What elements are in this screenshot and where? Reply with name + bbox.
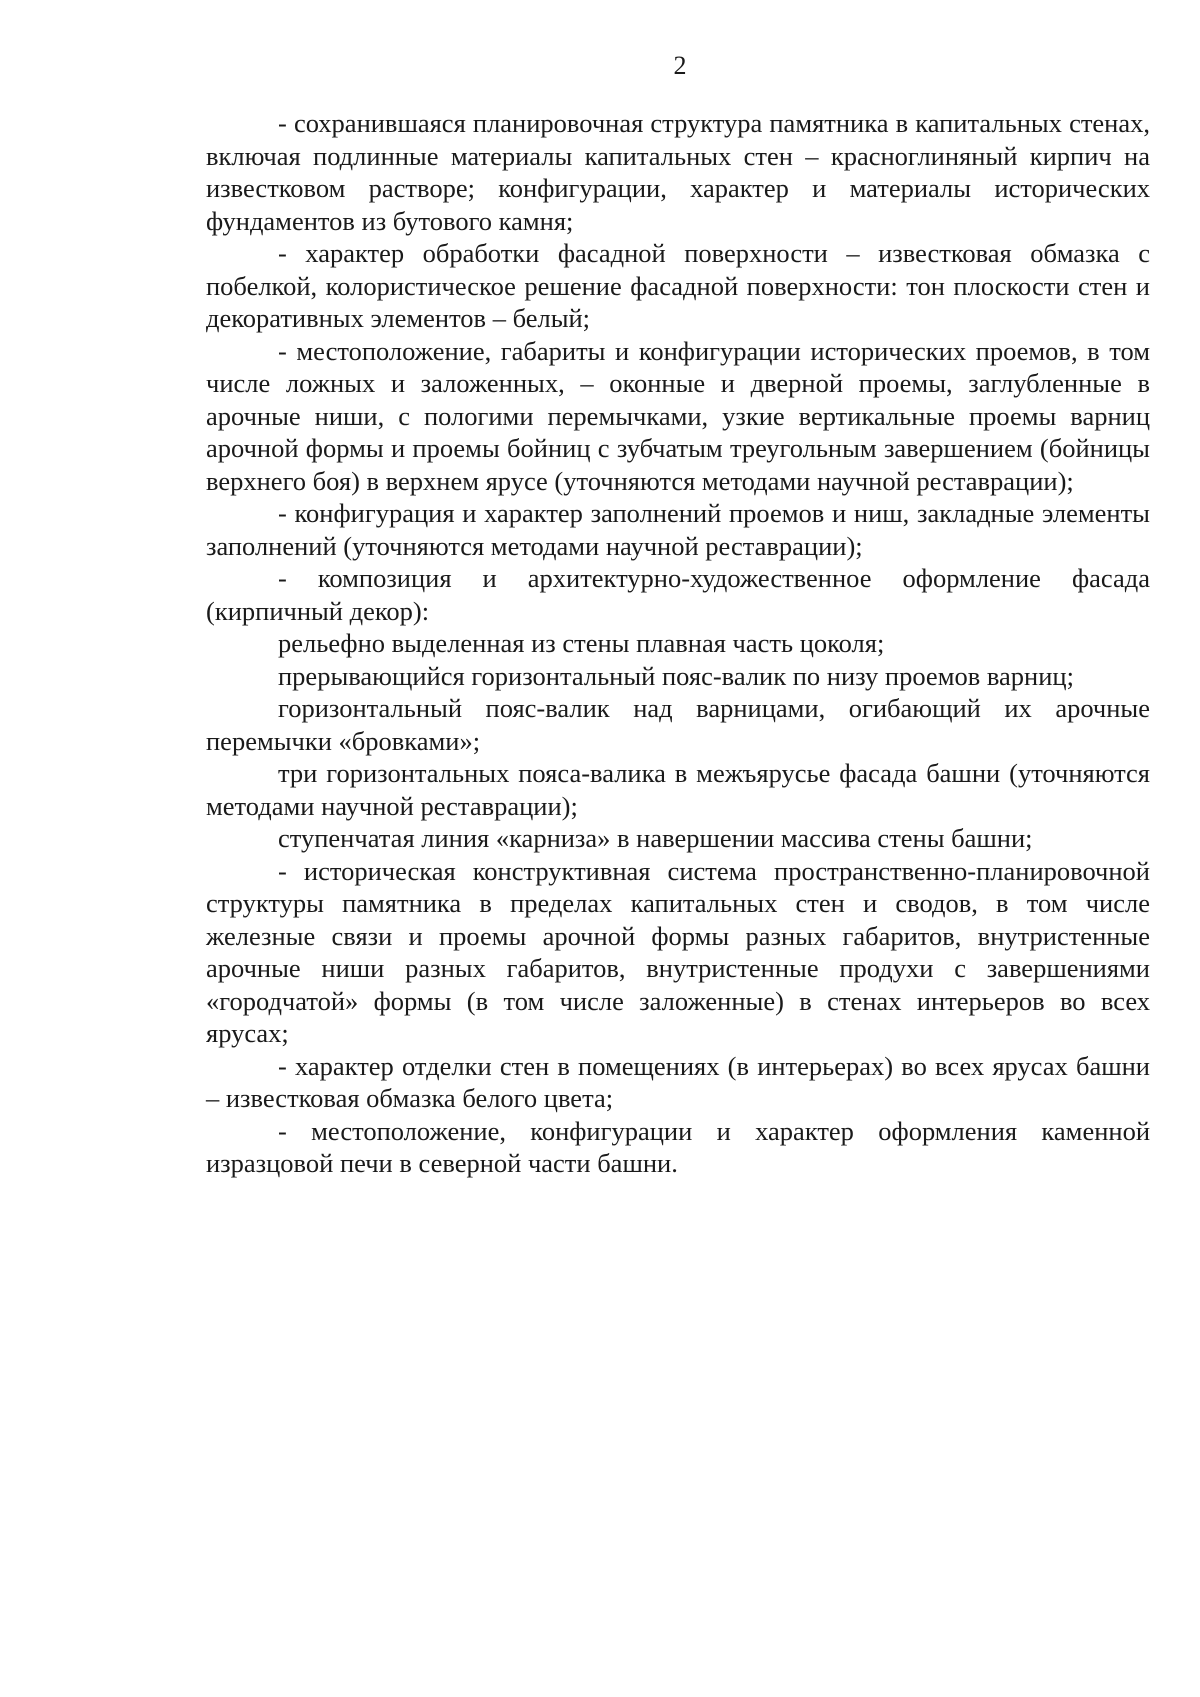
paragraph-structural-system: - историческая конструктивная система пространственно-планировочной структуры памятника в пределах капитальных стен и сводов, в том числе железные связи и проемы арочной формы разных габаритов, внутристенные арочные ниши разных габаритов, внутристенные продухи с завершениями «городчатой» формы (в том числе заложенные) в стенах интерьеров во всех ярусах; [206, 855, 1150, 1048]
paragraph-interior-finish: - характер отделки стен в помещениях (в интерьерах) во всех ярусах башни – известковая обмазка белого цвета; [206, 1050, 1150, 1113]
paragraph-cornice: ступенчатая линия «карниза» в навершении массива стены башни; [278, 823, 1033, 853]
paragraph-three-belts: три горизонтальных пояса-валика в межъярусье фасада башни (уточняются методами научной реставрации); [206, 758, 1150, 821]
paragraph-facade-finish: - характер обработки фасадной поверхности – известковая обмазка с побелкой, колористическое решение фасадной поверхности: тон плоскости стен и декоративных элементов – белый; [206, 238, 1150, 333]
paragraph-openings-fillings: - конфигурация и характер заполнений проемов и ниш, закладные элементы заполнений (уточняются методами научной реставрации); [206, 498, 1150, 561]
paragraph-belt-upper: горизонтальный пояс-валик над варницами, огибающий их арочные перемычки «бровками»; [206, 693, 1150, 756]
paragraph-belt-lower: прерывающийся горизонтальный пояс-валик по низу проемов варниц; [278, 660, 1074, 691]
paragraph-facade-composition: - композиция и архитектурно-художественное оформление фасада (кирпичный декор): [206, 563, 1150, 626]
paragraph-stove: - местоположение, конфигурации и характер оформления каменной изразцовой печи в северной части башни. [206, 1115, 1150, 1178]
paragraph-openings: - местоположение, габариты и конфигурации исторических проемов, в том числе ложных и заложенных, – оконные и дверной проемы, заглубленные в арочные ниши, с пологими перемычками, узкие вертикальные проемы варниц арочной формы и проемы бойниц с зубчатым треугольным завершением (бойницы верхнего боя) в верхнем ярусе (уточняются методами научной реставрации); [206, 335, 1150, 496]
paragraph-plinth: рельефно выделенная из стены плавная часть цоколя; [278, 628, 885, 658]
paragraph-preserved-structure: - сохранившаяся планировочная структура памятника в капитальных стенах, включая подлинные материалы капитальных стен – красноглиняный кирпич на известковом растворе; конфигурации, характер и материалы исторических фундаментов из бутового камня; [206, 108, 1150, 236]
page-number-text: 2 [673, 51, 687, 80]
page-number [0, 50, 1200, 82]
document-body [206, 107, 1150, 1180]
